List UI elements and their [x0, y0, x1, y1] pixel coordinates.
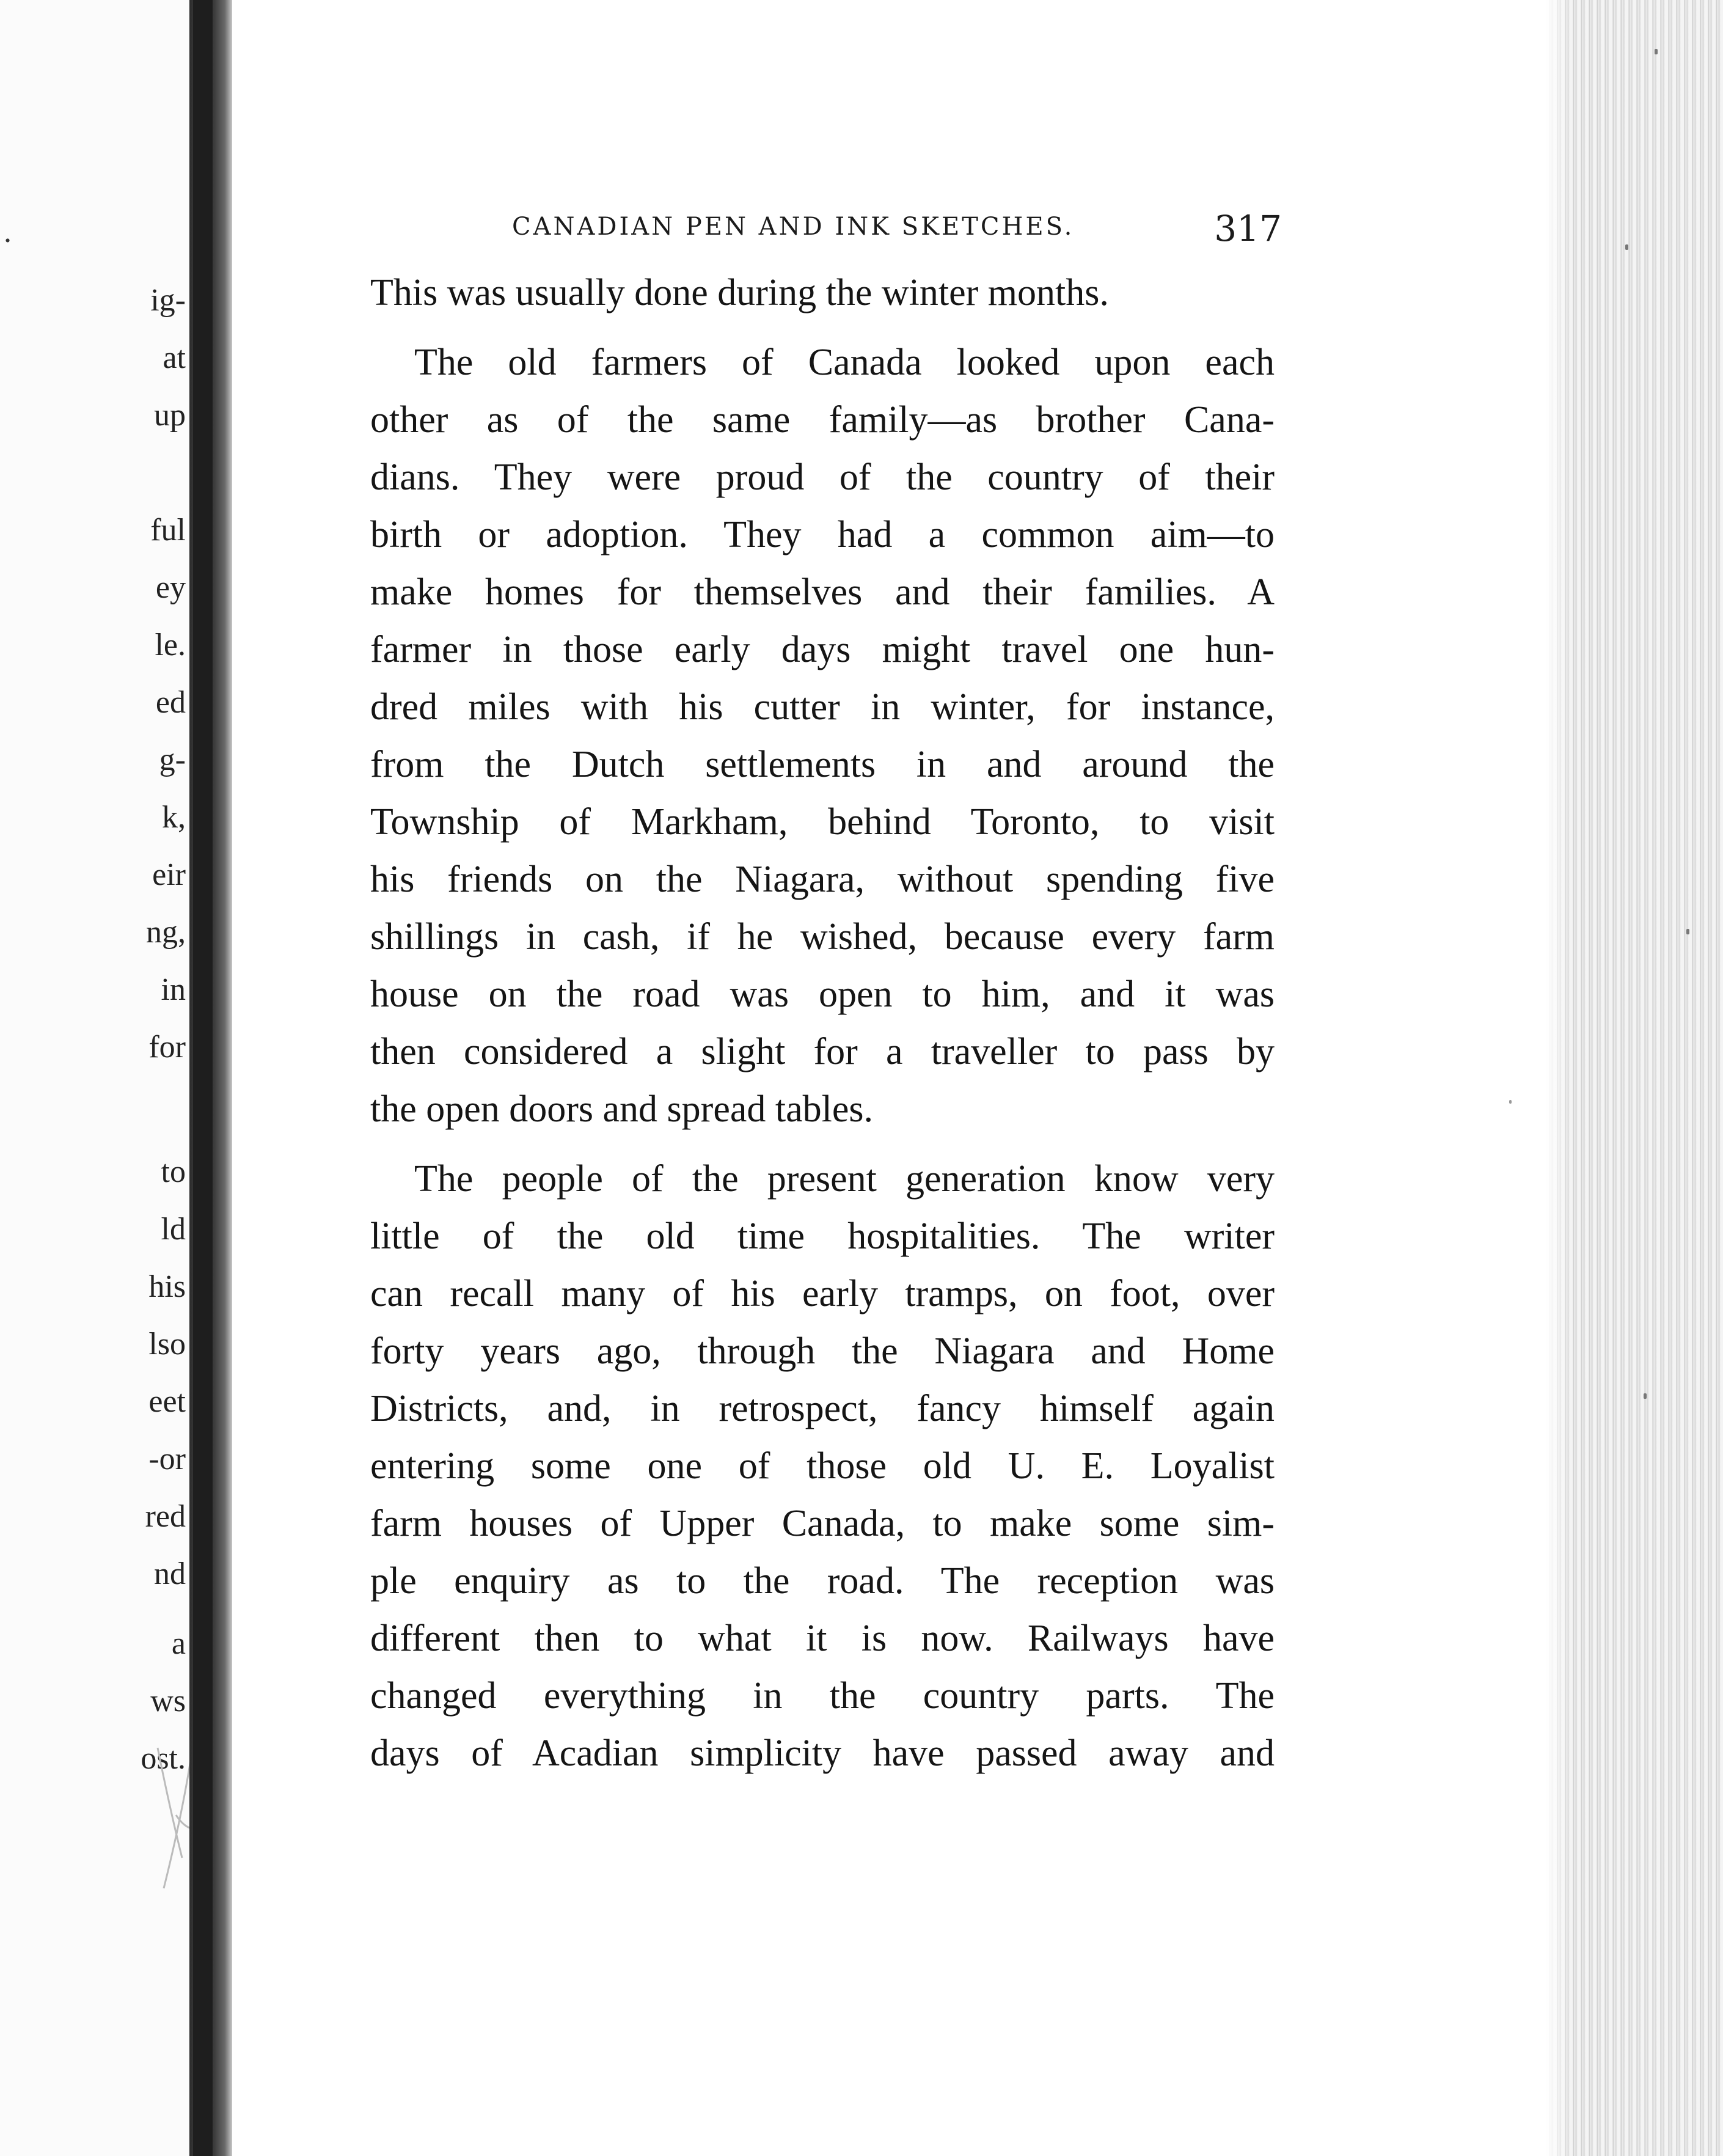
print-speck [1644, 1393, 1647, 1399]
left-line-fragment: eet [148, 1384, 186, 1419]
print-speck [1686, 929, 1689, 934]
left-line-fragment: red [145, 1499, 186, 1534]
text-line: ple enquiry as to the road. The reception was [370, 1560, 1275, 1602]
text-line: farm houses of Upper Canada, to make some sim- [370, 1503, 1275, 1544]
text-line: house on the road was open to him, and it was [370, 974, 1275, 1015]
text-line: other as of the same family—as brother Cana- [370, 399, 1275, 441]
left-page-mark: . [4, 215, 12, 249]
text-line: from the Dutch settlements in and around the [370, 744, 1275, 785]
text-line: Township of Markham, behind Toronto, to visit [370, 801, 1275, 843]
text-line: Districts, and, in retrospect, fancy himself again [370, 1388, 1275, 1429]
page-number: 317 [1214, 208, 1282, 249]
fore-edge-shading [1546, 0, 1570, 2156]
left-line-fragment: his [148, 1269, 186, 1304]
previous-page-fragment [0, 0, 189, 2156]
left-line-fragment: eir [152, 857, 186, 892]
left-line-fragment: ng, [146, 915, 186, 950]
left-line-fragment: ey [155, 570, 186, 605]
text-line: farmer in those early days might travel one hun- [370, 629, 1275, 670]
left-line-fragment: ed [155, 685, 186, 720]
left-line-fragment: ws [150, 1684, 186, 1718]
text-line: can recall many of his early tramps, on foot, over [370, 1273, 1275, 1314]
text-line: forty years ago, through the Niagara and Home [370, 1330, 1275, 1372]
left-line-fragment: lso [148, 1327, 186, 1362]
text-line: This was usually done during the winter months. [370, 272, 1109, 314]
print-speck [1655, 49, 1658, 54]
text-line: The people of the present generation know very [414, 1158, 1275, 1200]
left-line-fragment: to [161, 1154, 186, 1189]
text-line: entering some one of those old U. E. Loyalist [370, 1445, 1275, 1487]
text-line: his friends on the Niagara, without spending five [370, 859, 1275, 900]
text-line: dians. They were proud of the country of their [370, 457, 1275, 498]
print-speck [1509, 1100, 1512, 1104]
left-line-fragment: in [161, 972, 186, 1007]
text-line: then considered a slight for a traveller to pass by [370, 1031, 1275, 1072]
left-line-fragment: ful [150, 513, 186, 548]
left-line-fragment: g- [159, 743, 186, 777]
page-body [370, 264, 1275, 1782]
text-line: The old farmers of Canada looked upon each [414, 342, 1275, 383]
running-head-title: CANADIAN PEN AND INK SKETCHES. [512, 213, 1075, 241]
text-line: days of Acadian simplicity have passed away and [370, 1733, 1275, 1774]
left-line-fragment: le. [155, 628, 186, 662]
text-line: the open doors and spread tables. [370, 1088, 873, 1130]
left-line-fragment: a [171, 1626, 186, 1661]
left-line-fragment: ig- [150, 283, 186, 318]
left-line-fragment: nd [154, 1557, 186, 1591]
print-speck [1625, 244, 1628, 250]
paper-crease-mark [152, 1736, 189, 1894]
text-line: shillings in cash, if he wished, because every farm [370, 916, 1275, 958]
left-line-fragment: at [163, 340, 186, 375]
text-line: make homes for themselves and their families. A [370, 571, 1275, 613]
text-line: dred miles with his cutter in winter, for instance, [370, 686, 1275, 728]
left-line-fragment: up [154, 398, 186, 433]
spine-edge [193, 0, 213, 2156]
text-line: birth or adoption. They had a common aim—to [370, 514, 1275, 556]
running-head [512, 208, 1282, 257]
left-line-fragment: ld [161, 1212, 186, 1247]
text-line: different then to what it is now. Railways have [370, 1618, 1275, 1659]
left-line-fragment: -or [148, 1442, 186, 1476]
left-line-fragment: ost. [141, 1741, 186, 1776]
text-line: little of the old time hospitalities. The writer [370, 1216, 1275, 1257]
left-line-fragment: k, [162, 800, 186, 835]
text-line: changed everything in the country parts. The [370, 1675, 1275, 1717]
left-line-fragment: for [148, 1030, 186, 1065]
page-fore-edge [1546, 0, 1723, 2156]
